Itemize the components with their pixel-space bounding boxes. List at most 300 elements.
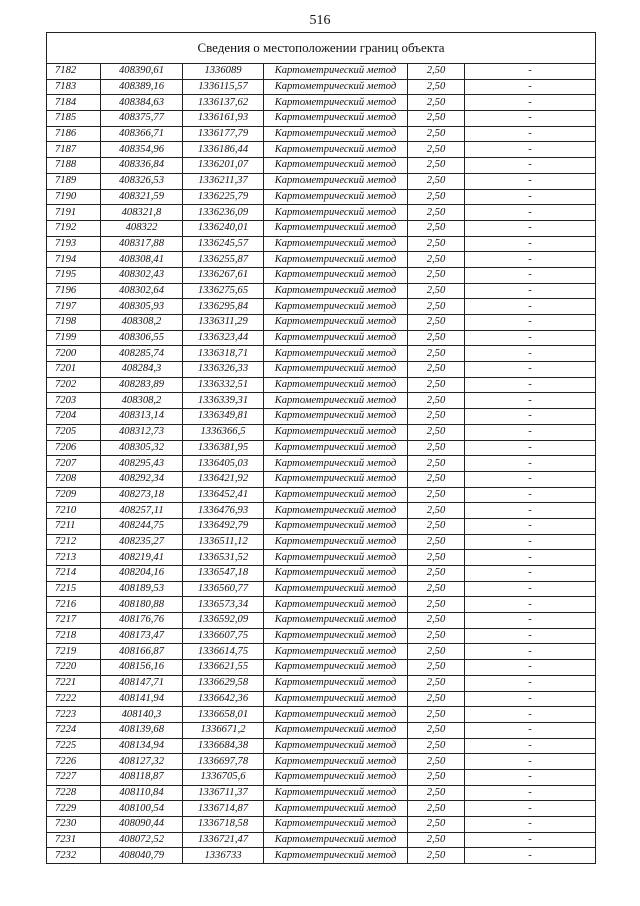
table-row <box>47 173 595 189</box>
x-coordinate-cell: 408134,94 <box>101 738 183 754</box>
precision-cell: 2,50 <box>408 769 465 785</box>
table-row <box>47 754 595 770</box>
y-coordinate-cell: 1336295,84 <box>183 299 264 315</box>
x-coordinate-cell: 408273,18 <box>101 487 183 503</box>
method-cell: Картометрический метод <box>264 409 408 425</box>
description-cell: - <box>465 550 596 566</box>
method-cell: Картометрический метод <box>264 111 408 127</box>
y-coordinate-cell: 1336177,79 <box>183 126 264 142</box>
y-coordinate-cell: 1336275,65 <box>183 283 264 299</box>
description-cell: - <box>465 205 596 221</box>
x-coordinate-cell: 408321,59 <box>101 189 183 205</box>
x-coordinate-cell: 408283,89 <box>101 377 183 393</box>
precision-cell: 2,50 <box>408 471 465 487</box>
y-coordinate-cell: 1336721,47 <box>183 832 264 848</box>
y-coordinate-cell: 1336115,57 <box>183 79 264 95</box>
point-number-cell: 7231 <box>47 832 101 848</box>
precision-cell: 2,50 <box>408 393 465 409</box>
point-number-cell: 7216 <box>47 597 101 613</box>
table-row <box>47 346 595 362</box>
x-coordinate-cell: 408302,64 <box>101 283 183 299</box>
method-cell: Картометрический метод <box>264 644 408 660</box>
method-cell: Картометрический метод <box>264 456 408 472</box>
y-coordinate-cell: 1336711,37 <box>183 785 264 801</box>
method-cell: Картометрический метод <box>264 315 408 331</box>
y-coordinate-cell: 1336381,95 <box>183 440 264 456</box>
table-row <box>47 487 595 503</box>
description-cell: - <box>465 817 596 833</box>
description-cell: - <box>465 691 596 707</box>
x-coordinate-cell: 408219,41 <box>101 550 183 566</box>
description-cell: - <box>465 613 596 629</box>
precision-cell: 2,50 <box>408 707 465 723</box>
x-coordinate-cell: 408384,63 <box>101 95 183 111</box>
method-cell: Картометрический метод <box>264 487 408 503</box>
y-coordinate-cell: 1336236,09 <box>183 205 264 221</box>
point-number-cell: 7224 <box>47 722 101 738</box>
description-cell: - <box>465 409 596 425</box>
description-cell: - <box>465 95 596 111</box>
point-number-cell: 7226 <box>47 754 101 770</box>
x-coordinate-cell: 408308,2 <box>101 393 183 409</box>
method-cell: Картометрический метод <box>264 330 408 346</box>
x-coordinate-cell: 408285,74 <box>101 346 183 362</box>
x-coordinate-cell: 408305,93 <box>101 299 183 315</box>
table-row <box>47 440 595 456</box>
table-row <box>47 220 595 236</box>
method-cell: Картометрический метод <box>264 236 408 252</box>
point-number-cell: 7197 <box>47 299 101 315</box>
table-row <box>47 817 595 833</box>
precision-cell: 2,50 <box>408 597 465 613</box>
method-cell: Картометрический метод <box>264 581 408 597</box>
method-cell: Картометрический метод <box>264 424 408 440</box>
description-cell: - <box>465 79 596 95</box>
x-coordinate-cell: 408040,79 <box>101 848 183 863</box>
x-coordinate-cell: 408244,75 <box>101 518 183 534</box>
y-coordinate-cell: 1336186,44 <box>183 142 264 158</box>
description-cell: - <box>465 189 596 205</box>
precision-cell: 2,50 <box>408 817 465 833</box>
method-cell: Картометрический метод <box>264 64 408 79</box>
table-row <box>47 534 595 550</box>
method-cell: Картометрический метод <box>264 848 408 863</box>
table-row <box>47 205 595 221</box>
description-cell: - <box>465 801 596 817</box>
point-number-cell: 7190 <box>47 189 101 205</box>
x-coordinate-cell: 408322 <box>101 220 183 236</box>
y-coordinate-cell: 1336211,37 <box>183 173 264 189</box>
precision-cell: 2,50 <box>408 722 465 738</box>
y-coordinate-cell: 1336225,79 <box>183 189 264 205</box>
method-cell: Картометрический метод <box>264 738 408 754</box>
table-row <box>47 738 595 754</box>
description-cell: - <box>465 754 596 770</box>
table-row <box>47 377 595 393</box>
description-cell: - <box>465 424 596 440</box>
point-number-cell: 7188 <box>47 158 101 174</box>
x-coordinate-cell: 408375,77 <box>101 111 183 127</box>
precision-cell: 2,50 <box>408 675 465 691</box>
precision-cell: 2,50 <box>408 503 465 519</box>
y-coordinate-cell: 1336733 <box>183 848 264 863</box>
description-cell: - <box>465 722 596 738</box>
method-cell: Картометрический метод <box>264 707 408 723</box>
precision-cell: 2,50 <box>408 267 465 283</box>
description-cell: - <box>465 503 596 519</box>
precision-cell: 2,50 <box>408 691 465 707</box>
point-number-cell: 7210 <box>47 503 101 519</box>
y-coordinate-cell: 1336492,79 <box>183 518 264 534</box>
method-cell: Картометрический метод <box>264 252 408 268</box>
method-cell: Картометрический метод <box>264 801 408 817</box>
precision-cell: 2,50 <box>408 79 465 95</box>
table-row <box>47 330 595 346</box>
y-coordinate-cell: 1336684,38 <box>183 738 264 754</box>
method-cell: Картометрический метод <box>264 754 408 770</box>
method-cell: Картометрический метод <box>264 832 408 848</box>
x-coordinate-cell: 408313,14 <box>101 409 183 425</box>
x-coordinate-cell: 408173,47 <box>101 628 183 644</box>
point-number-cell: 7182 <box>47 64 101 79</box>
x-coordinate-cell: 408180,88 <box>101 597 183 613</box>
table-row <box>47 252 595 268</box>
point-number-cell: 7200 <box>47 346 101 362</box>
description-cell: - <box>465 581 596 597</box>
precision-cell: 2,50 <box>408 283 465 299</box>
point-number-cell: 7199 <box>47 330 101 346</box>
y-coordinate-cell: 1336318,71 <box>183 346 264 362</box>
precision-cell: 2,50 <box>408 660 465 676</box>
precision-cell: 2,50 <box>408 64 465 79</box>
table-row <box>47 79 595 95</box>
method-cell: Картометрический метод <box>264 377 408 393</box>
y-coordinate-cell: 1336255,87 <box>183 252 264 268</box>
point-number-cell: 7187 <box>47 142 101 158</box>
point-number-cell: 7189 <box>47 173 101 189</box>
point-number-cell: 7185 <box>47 111 101 127</box>
y-coordinate-cell: 1336705,6 <box>183 769 264 785</box>
point-number-cell: 7230 <box>47 817 101 833</box>
y-coordinate-cell: 1336332,51 <box>183 377 264 393</box>
point-number-cell: 7217 <box>47 613 101 629</box>
precision-cell: 2,50 <box>408 801 465 817</box>
x-coordinate-cell: 408389,16 <box>101 79 183 95</box>
description-cell: - <box>465 832 596 848</box>
point-number-cell: 7232 <box>47 848 101 863</box>
x-coordinate-cell: 408306,55 <box>101 330 183 346</box>
method-cell: Картометрический метод <box>264 722 408 738</box>
table-row <box>47 597 595 613</box>
precision-cell: 2,50 <box>408 534 465 550</box>
table-row <box>47 644 595 660</box>
table-row <box>47 158 595 174</box>
x-coordinate-cell: 408141,94 <box>101 691 183 707</box>
description-cell: - <box>465 440 596 456</box>
point-number-cell: 7184 <box>47 95 101 111</box>
point-number-cell: 7205 <box>47 424 101 440</box>
y-coordinate-cell: 1336547,18 <box>183 566 264 582</box>
y-coordinate-cell: 1336326,33 <box>183 362 264 378</box>
description-cell: - <box>465 346 596 362</box>
y-coordinate-cell: 1336349,81 <box>183 409 264 425</box>
method-cell: Картометрический метод <box>264 158 408 174</box>
table-row <box>47 722 595 738</box>
precision-cell: 2,50 <box>408 315 465 331</box>
y-coordinate-cell: 1336405,03 <box>183 456 264 472</box>
x-coordinate-cell: 408305,32 <box>101 440 183 456</box>
y-coordinate-cell: 1336642,36 <box>183 691 264 707</box>
method-cell: Картометрический метод <box>264 503 408 519</box>
y-coordinate-cell: 1336161,93 <box>183 111 264 127</box>
method-cell: Картометрический метод <box>264 518 408 534</box>
precision-cell: 2,50 <box>408 299 465 315</box>
y-coordinate-cell: 1336658,01 <box>183 707 264 723</box>
x-coordinate-cell: 408366,71 <box>101 126 183 142</box>
description-cell: - <box>465 769 596 785</box>
description-cell: - <box>465 597 596 613</box>
precision-cell: 2,50 <box>408 126 465 142</box>
x-coordinate-cell: 408139,68 <box>101 722 183 738</box>
x-coordinate-cell: 408204,16 <box>101 566 183 582</box>
point-number-cell: 7219 <box>47 644 101 660</box>
precision-cell: 2,50 <box>408 550 465 566</box>
table-row <box>47 691 595 707</box>
method-cell: Картометрический метод <box>264 550 408 566</box>
x-coordinate-cell: 408321,8 <box>101 205 183 221</box>
table-row <box>47 189 595 205</box>
method-cell: Картометрический метод <box>264 79 408 95</box>
method-cell: Картометрический метод <box>264 189 408 205</box>
method-cell: Картометрический метод <box>264 267 408 283</box>
method-cell: Картометрический метод <box>264 471 408 487</box>
description-cell: - <box>465 220 596 236</box>
table-row <box>47 299 595 315</box>
table-row <box>47 315 595 331</box>
table-row <box>47 675 595 691</box>
x-coordinate-cell: 408308,41 <box>101 252 183 268</box>
x-coordinate-cell: 408312,73 <box>101 424 183 440</box>
y-coordinate-cell: 1336573,34 <box>183 597 264 613</box>
precision-cell: 2,50 <box>408 252 465 268</box>
method-cell: Картометрический метод <box>264 769 408 785</box>
y-coordinate-cell: 1336137,62 <box>183 95 264 111</box>
point-number-cell: 7209 <box>47 487 101 503</box>
section-title: Сведения о местоположении границ объекта <box>47 33 595 64</box>
precision-cell: 2,50 <box>408 205 465 221</box>
method-cell: Картометрический метод <box>264 613 408 629</box>
precision-cell: 2,50 <box>408 566 465 582</box>
description-cell: - <box>465 267 596 283</box>
description-cell: - <box>465 644 596 660</box>
method-cell: Картометрический метод <box>264 534 408 550</box>
y-coordinate-cell: 1336592,09 <box>183 613 264 629</box>
point-number-cell: 7208 <box>47 471 101 487</box>
point-number-cell: 7212 <box>47 534 101 550</box>
precision-cell: 2,50 <box>408 173 465 189</box>
table-row <box>47 111 595 127</box>
table-row <box>47 424 595 440</box>
x-coordinate-cell: 408284,3 <box>101 362 183 378</box>
point-number-cell: 7225 <box>47 738 101 754</box>
point-number-cell: 7183 <box>47 79 101 95</box>
y-coordinate-cell: 1336245,57 <box>183 236 264 252</box>
method-cell: Картометрический метод <box>264 95 408 111</box>
table-row <box>47 283 595 299</box>
description-cell: - <box>465 675 596 691</box>
y-coordinate-cell: 1336323,44 <box>183 330 264 346</box>
description-cell: - <box>465 64 596 79</box>
description-cell: - <box>465 785 596 801</box>
precision-cell: 2,50 <box>408 613 465 629</box>
precision-cell: 2,50 <box>408 628 465 644</box>
x-coordinate-cell: 408235,27 <box>101 534 183 550</box>
description-cell: - <box>465 848 596 863</box>
y-coordinate-cell: 1336607,75 <box>183 628 264 644</box>
description-cell: - <box>465 299 596 315</box>
table-row <box>47 769 595 785</box>
method-cell: Картометрический метод <box>264 660 408 676</box>
method-cell: Картометрический метод <box>264 346 408 362</box>
page-number: 516 <box>309 13 331 28</box>
description-cell: - <box>465 534 596 550</box>
precision-cell: 2,50 <box>408 142 465 158</box>
description-cell: - <box>465 142 596 158</box>
point-number-cell: 7186 <box>47 126 101 142</box>
x-coordinate-cell: 408156,16 <box>101 660 183 676</box>
x-coordinate-cell: 408127,32 <box>101 754 183 770</box>
precision-cell: 2,50 <box>408 377 465 393</box>
precision-cell: 2,50 <box>408 424 465 440</box>
table-row <box>47 236 595 252</box>
table-row <box>47 785 595 801</box>
point-number-cell: 7218 <box>47 628 101 644</box>
y-coordinate-cell: 1336621,55 <box>183 660 264 676</box>
description-cell: - <box>465 707 596 723</box>
table-row <box>47 613 595 629</box>
x-coordinate-cell: 408292,34 <box>101 471 183 487</box>
method-cell: Картометрический метод <box>264 220 408 236</box>
coordinates-table <box>47 64 595 863</box>
point-number-cell: 7228 <box>47 785 101 801</box>
description-cell: - <box>465 283 596 299</box>
y-coordinate-cell: 1336240,01 <box>183 220 264 236</box>
precision-cell: 2,50 <box>408 440 465 456</box>
precision-cell: 2,50 <box>408 754 465 770</box>
table-row <box>47 550 595 566</box>
precision-cell: 2,50 <box>408 158 465 174</box>
description-cell: - <box>465 456 596 472</box>
y-coordinate-cell: 1336614,75 <box>183 644 264 660</box>
table-row <box>47 518 595 534</box>
method-cell: Картометрический метод <box>264 142 408 158</box>
table-row <box>47 832 595 848</box>
y-coordinate-cell: 1336421,92 <box>183 471 264 487</box>
description-cell: - <box>465 330 596 346</box>
table-row <box>47 267 595 283</box>
y-coordinate-cell: 1336267,61 <box>183 267 264 283</box>
point-number-cell: 7222 <box>47 691 101 707</box>
description-cell: - <box>465 158 596 174</box>
y-coordinate-cell: 1336089 <box>183 64 264 79</box>
point-number-cell: 7201 <box>47 362 101 378</box>
table-row <box>47 581 595 597</box>
method-cell: Картометрический метод <box>264 205 408 221</box>
precision-cell: 2,50 <box>408 832 465 848</box>
precision-cell: 2,50 <box>408 330 465 346</box>
table-row <box>47 566 595 582</box>
point-number-cell: 7214 <box>47 566 101 582</box>
point-number-cell: 7223 <box>47 707 101 723</box>
table-row <box>47 409 595 425</box>
precision-cell: 2,50 <box>408 738 465 754</box>
method-cell: Картометрический метод <box>264 126 408 142</box>
point-number-cell: 7229 <box>47 801 101 817</box>
method-cell: Картометрический метод <box>264 362 408 378</box>
method-cell: Картометрический метод <box>264 691 408 707</box>
y-coordinate-cell: 1336560,77 <box>183 581 264 597</box>
table-row <box>47 393 595 409</box>
point-number-cell: 7215 <box>47 581 101 597</box>
x-coordinate-cell: 408257,11 <box>101 503 183 519</box>
description-cell: - <box>465 628 596 644</box>
y-coordinate-cell: 1336311,29 <box>183 315 264 331</box>
y-coordinate-cell: 1336714,87 <box>183 801 264 817</box>
table-row <box>47 471 595 487</box>
x-coordinate-cell: 408302,43 <box>101 267 183 283</box>
point-number-cell: 7191 <box>47 205 101 221</box>
precision-cell: 2,50 <box>408 220 465 236</box>
y-coordinate-cell: 1336476,93 <box>183 503 264 519</box>
table-row <box>47 848 595 863</box>
table-row <box>47 801 595 817</box>
table-row <box>47 503 595 519</box>
x-coordinate-cell: 408072,52 <box>101 832 183 848</box>
y-coordinate-cell: 1336671,2 <box>183 722 264 738</box>
point-number-cell: 7192 <box>47 220 101 236</box>
method-cell: Картометрический метод <box>264 393 408 409</box>
y-coordinate-cell: 1336201,07 <box>183 158 264 174</box>
description-cell: - <box>465 173 596 189</box>
y-coordinate-cell: 1336531,52 <box>183 550 264 566</box>
description-cell: - <box>465 738 596 754</box>
x-coordinate-cell: 408147,71 <box>101 675 183 691</box>
precision-cell: 2,50 <box>408 581 465 597</box>
precision-cell: 2,50 <box>408 848 465 863</box>
x-coordinate-cell: 408308,2 <box>101 315 183 331</box>
x-coordinate-cell: 408166,87 <box>101 644 183 660</box>
description-cell: - <box>465 315 596 331</box>
description-cell: - <box>465 362 596 378</box>
table-row <box>47 707 595 723</box>
table-row <box>47 95 595 111</box>
point-number-cell: 7211 <box>47 518 101 534</box>
description-cell: - <box>465 111 596 127</box>
x-coordinate-cell: 408390,61 <box>101 64 183 79</box>
precision-cell: 2,50 <box>408 111 465 127</box>
description-cell: - <box>465 487 596 503</box>
precision-cell: 2,50 <box>408 95 465 111</box>
method-cell: Картометрический метод <box>264 785 408 801</box>
y-coordinate-cell: 1336452,41 <box>183 487 264 503</box>
point-number-cell: 7213 <box>47 550 101 566</box>
precision-cell: 2,50 <box>408 362 465 378</box>
method-cell: Картометрический метод <box>264 675 408 691</box>
precision-cell: 2,50 <box>408 518 465 534</box>
x-coordinate-cell: 408189,53 <box>101 581 183 597</box>
y-coordinate-cell: 1336697,78 <box>183 754 264 770</box>
precision-cell: 2,50 <box>408 785 465 801</box>
